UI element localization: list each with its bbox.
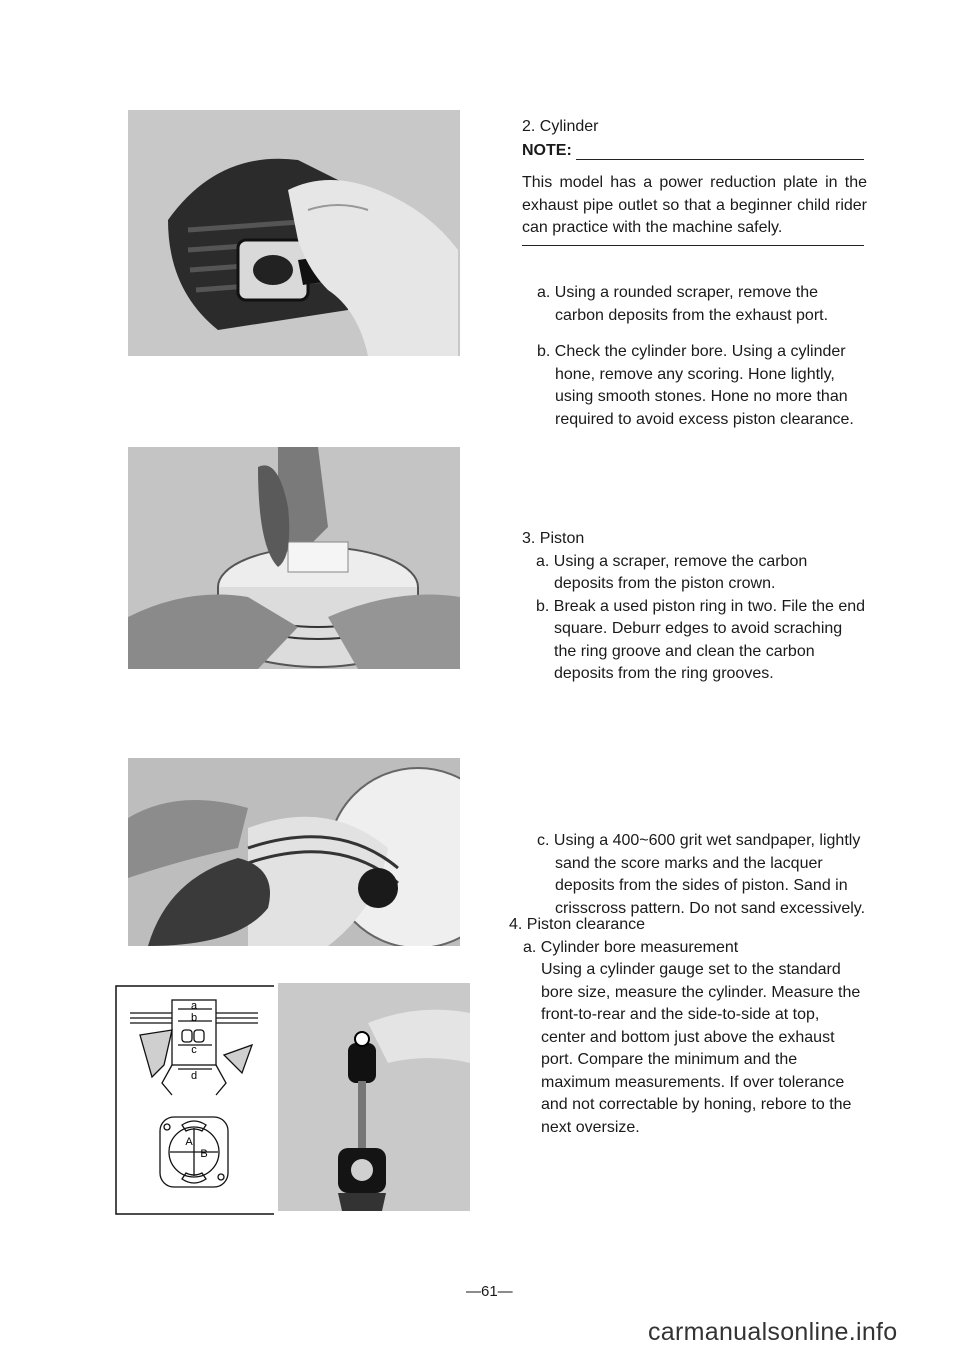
page-number: —61— (466, 1283, 513, 1300)
cylinder-gauge-photo (278, 983, 470, 1211)
clearance-step-a-title: a. Cylinder bore measurement (523, 938, 739, 956)
diagram-label-a: a (190, 1000, 198, 1012)
note-label: NOTE: (522, 141, 572, 159)
clearance-section (509, 914, 867, 1139)
diagram-label-c: c (191, 1044, 197, 1056)
piston-crown-scraper-photo (128, 447, 460, 669)
cylinder-steps (537, 282, 867, 431)
note-bottom-rule (522, 245, 864, 246)
piston-step-c-block (537, 830, 867, 920)
cylinder-step-b: b. Check the cylinder bore. Using a cylinder hone, remove any scoring. Hone lightly, using smooth stones. Hone no more than required to avoid excess piston clearance. (537, 343, 854, 428)
diagram-label-A: A (185, 1136, 193, 1148)
piston-step-c: c. Using a 400~600 grit wet sandpaper, lightly sand the score marks and the lacquer deposits from the sides of piston. Sand in crisscross pattern. Do not sand excessively. (537, 832, 866, 917)
cylinder-measurement-diagram (112, 985, 278, 1215)
piston-step-b: b. Break a used piston ring in two. File the end square. Deburr edges to avoid scraching the ring groove and clean the carbon deposits from the ring grooves. (536, 597, 866, 682)
diagram-label-b: b (190, 1012, 198, 1024)
clearance-step-a-text: Using a cylinder gauge set to the standard bore size, measure the cylinder. Measure the front-to-rear and the side-to-side at top, center and bottom just above the exhaust port. Compare the minimum and the maximum measurements. If over tolerance and not correctable by honing, rebore to the next oversize. (541, 961, 861, 1136)
piston-step-a: a. Using a scraper, remove the carbon deposits from the piston crown. (536, 552, 808, 592)
piston-sanding-photo (128, 758, 460, 946)
cylinder-section (522, 116, 867, 240)
cylinder-step-a: a. Using a rounded scraper, remove the carbon deposits from the exhaust port. (537, 284, 829, 324)
watermark: carmanualsonline.info (648, 1318, 898, 1346)
cylinder-scraper-photo (128, 110, 460, 356)
clearance-heading: 4. Piston clearance (509, 916, 646, 933)
diagram-label-B: B (200, 1148, 208, 1160)
diagram-circle-view (160, 1117, 228, 1187)
note-top-rule (576, 159, 864, 160)
cylinder-heading: 2. Cylinder (522, 118, 599, 135)
piston-heading: 3. Piston (522, 530, 585, 547)
diagram-label-d: d (190, 1070, 198, 1082)
piston-section (522, 528, 867, 686)
note-text: This model has a power reduction plate in the exhaust pipe outlet so that a beginner child rider can practice with the machine safely. (522, 174, 867, 236)
